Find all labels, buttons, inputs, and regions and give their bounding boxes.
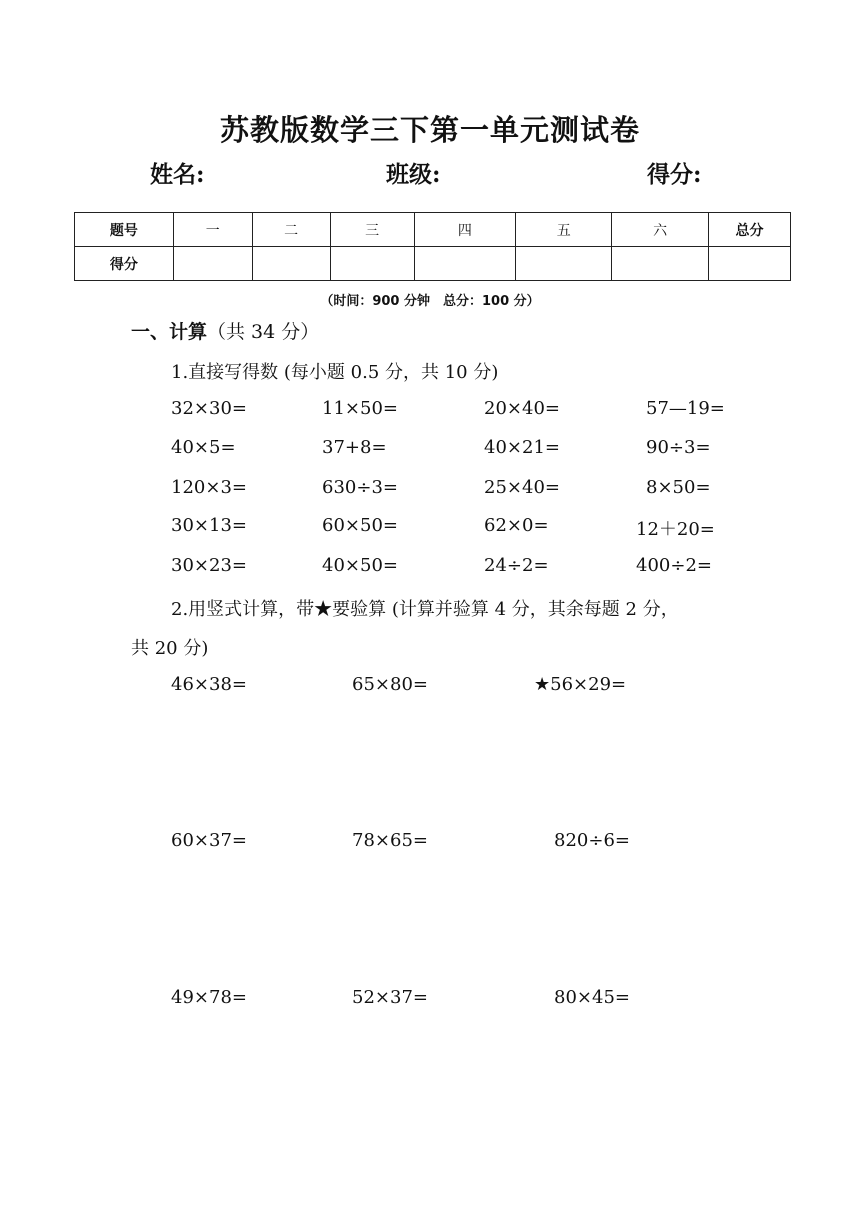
score-cell [252,247,330,281]
q2-item: 820÷6= [554,830,630,851]
score-table-score-row [75,247,791,281]
q1-item: 400÷2= [636,555,712,576]
q2-item: 49×78= [171,987,247,1008]
class-label: 班级: [386,161,441,188]
q1-item: 37+8= [322,437,387,458]
q2-title-line2: 共 20 分) [131,638,209,659]
q1-item: 120×3= [171,477,247,498]
q1-item: 62×0= [484,515,549,536]
q1-item: 11×50= [322,398,398,419]
section-heading-bold: 一、计算 [131,321,208,343]
score-cell [612,247,709,281]
q1-item: 90÷3= [646,437,711,458]
header-cell-3: 三 [330,213,414,247]
score-row-label: 得分 [75,247,174,281]
q2-item: 52×37= [352,987,428,1008]
q1-item: 630÷3= [322,477,398,498]
q1-item: 20×40= [484,398,560,419]
score-cell [330,247,414,281]
score-cell [414,247,516,281]
page-title: 苏教版数学三下第一单元测试卷 [219,113,640,147]
q1-item: 57—19= [646,398,725,419]
header-cell-question-no: 题号 [75,213,174,247]
q1-item: 12＋20= [636,519,715,540]
score-label: 得分: [647,161,702,188]
exam-note: （时间：900 分钟 总分：100 分） [320,294,540,309]
score-table-header-row [75,213,791,247]
q1-item: 30×13= [171,515,247,536]
header-cell-4: 四 [414,213,516,247]
score-cell [516,247,612,281]
q1-item: 40×50= [322,555,398,576]
q1-item: 8×50= [646,477,711,498]
q1-title: 1.直接写得数 (每小题 0.5 分，共 10 分) [171,362,499,383]
score-table [74,212,791,281]
q2-item: ★56×29= [534,674,627,695]
q1-item: 32×30= [171,398,247,419]
q2-item: 78×65= [352,830,428,851]
q1-item: 25×40= [484,477,560,498]
q1-item: 30×23= [171,555,247,576]
header-cell-total: 总分 [709,213,791,247]
q2-item: 65×80= [352,674,428,695]
q1-item: 40×5= [171,437,236,458]
header-cell-6: 六 [612,213,709,247]
header-cell-1: 一 [173,213,252,247]
q2-title-line1: 2.用竖式计算，带★要验算 (计算并验算 4 分，其余每题 2 分， [171,599,679,620]
q1-item: 24÷2= [484,555,549,576]
q2-item: 80×45= [554,987,630,1008]
score-cell [173,247,252,281]
name-label: 姓名: [150,161,205,188]
q1-item: 40×21= [484,437,560,458]
q2-item: 46×38= [171,674,247,695]
section-heading-points: （共 34 分） [207,321,320,343]
q1-item: 60×50= [322,515,398,536]
section-heading [131,317,319,344]
header-cell-5: 五 [516,213,612,247]
q2-item: 60×37= [171,830,247,851]
header-cell-2: 二 [252,213,330,247]
score-cell [709,247,791,281]
